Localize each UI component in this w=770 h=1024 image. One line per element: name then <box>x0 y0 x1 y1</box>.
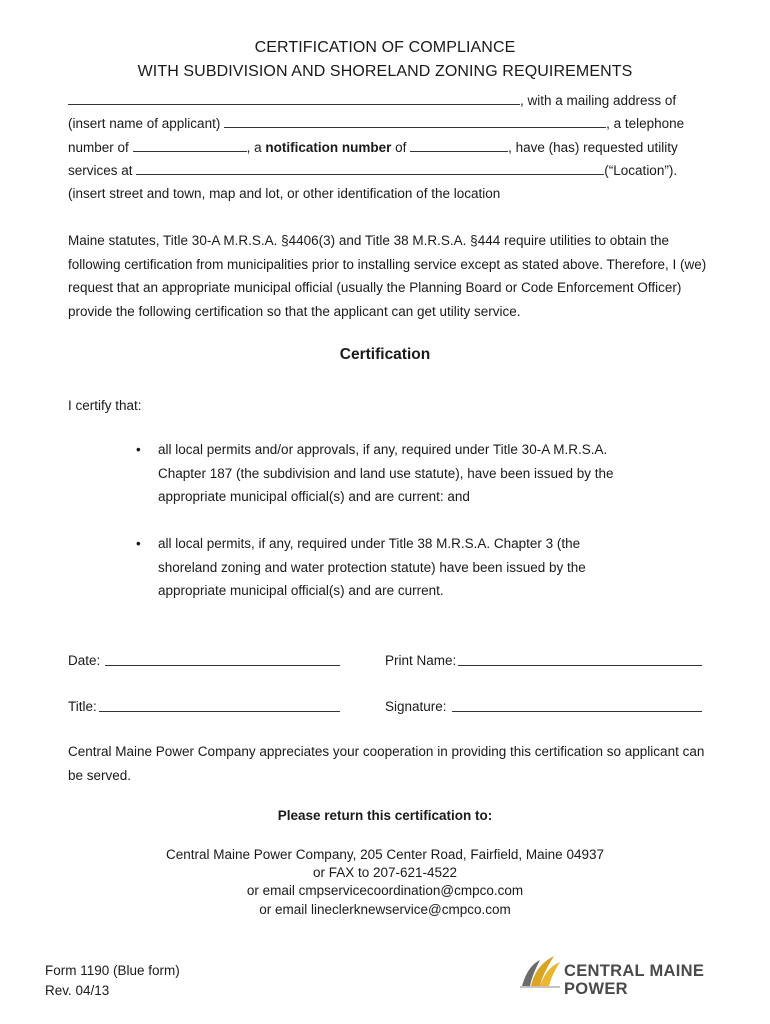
cmp-logo-line-1: CENTRAL MAINE <box>564 962 705 980</box>
notification-number-label: notification number <box>265 140 392 155</box>
mailing-address-blank[interactable] <box>224 115 606 128</box>
return-fax: or FAX to 207-621-4522 <box>312 865 458 880</box>
cmp-logo-line-2: POWER <box>564 980 628 998</box>
closing-paragraph: Central Maine Power Company appreciates your cooperation in providing this certification so applicant can be served. <box>68 744 705 783</box>
document-title-line-1: CERTIFICATION OF COMPLIANCE <box>254 39 516 56</box>
return-email-1[interactable]: or email cmpservicecoordination@cmpco.com <box>246 883 524 898</box>
applicant-line-2: (insert name of applicant) , a telephone <box>68 116 685 131</box>
certification-bullet-2: • all local permits, if any, required under Title 38 M.R.S.A. Chapter 3 (the shoreland zoning and water protection statute) have been issued by the appropriate municipal official(s) and are current. <box>158 532 628 603</box>
form-number: Form 1190 (Blue form) <box>45 963 180 978</box>
return-address: Central Maine Power Company, 205 Center Road, Fairfield, Maine 04937 <box>166 847 604 862</box>
location-instruction: (insert street and town, map and lot, or other identification of the location <box>68 186 501 201</box>
signature-label: Signature: <box>385 699 447 714</box>
location-blank[interactable] <box>136 162 604 175</box>
applicant-line-4: services at (“Location”). <box>68 163 678 178</box>
cmp-logo-icon <box>518 950 562 990</box>
bullet-icon: • <box>136 442 141 457</box>
signature-field[interactable] <box>452 711 702 712</box>
certification-heading: Certification <box>339 346 431 363</box>
applicant-line-3: number of , a notification number of , have (has) requested utility <box>68 140 678 155</box>
statute-paragraph: Maine statutes, Title 30-A M.R.S.A. §4406(3) and Title 38 M.R.S.A. §444 require utilities to obtain the following certification from municipalities prior to installing service except as stated above. Therefore, I (we) request that an appropriate municipal official (usually the Planning Board or Code Enforcement Officer) provide the following certification so that the applicant can get utility service. <box>68 233 707 319</box>
applicant-name-blank[interactable] <box>68 92 520 105</box>
return-heading: Please return this certification to: <box>277 808 493 823</box>
applicant-line-1: , with a mailing address of <box>68 89 676 112</box>
return-email-2[interactable]: or email lineclerknewservice@cmpco.com <box>259 902 511 917</box>
certify-intro: I certify that: <box>68 398 142 413</box>
title-field[interactable] <box>99 711 340 712</box>
telephone-blank[interactable] <box>133 139 247 152</box>
date-field[interactable] <box>105 665 340 666</box>
notification-number-blank[interactable] <box>410 139 508 152</box>
certification-bullet-1: • all local permits and/or approvals, if any, required under Title 30-A M.R.S.A. Chapter 187 (the subdivision and land use statute), have been issued by the appropriate municipal official(s) and are current: and <box>158 438 628 509</box>
bullet-icon: • <box>136 536 141 551</box>
print-name-label: Print Name: <box>385 653 457 668</box>
date-label: Date: <box>68 653 101 668</box>
print-name-field[interactable] <box>458 665 702 666</box>
form-revision: Rev. 04/13 <box>45 983 110 998</box>
title-label: Title: <box>68 699 97 714</box>
document-title-line-2: WITH SUBDIVISION AND SHORELAND ZONING REQUIREMENTS <box>137 63 633 80</box>
